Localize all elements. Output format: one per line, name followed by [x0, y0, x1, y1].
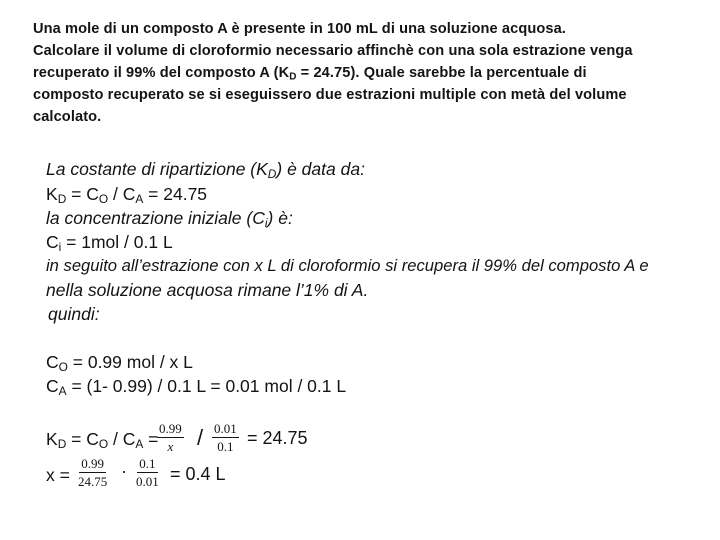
kd-intro: La costante di ripartizione $(K_D)$ è data da: — [46, 159, 365, 181]
division-operator: / — [197, 425, 204, 450]
problem-line: composto recuperato se si eseguissero due estrazioni multiple con metà del volume — [33, 87, 627, 103]
multiplication-operator: · — [121, 461, 127, 481]
kd-equation-lhs: $K_D = C_O / C_A$ = — [46, 429, 159, 451]
fraction-ca — [212, 421, 239, 454]
problem-line: Calcolare il volume di cloroformio necessario affinchè con una sola estrazione venga — [33, 43, 633, 59]
fraction-numerator: 0.01 — [214, 421, 237, 436]
x-equation-lhs: x = — [46, 465, 70, 485]
ci-definition: $C_i = 1mol / 0.1$ L — [46, 232, 173, 254]
problem-line: calcolato. — [33, 109, 102, 125]
quindi-label: quindi: — [48, 304, 100, 324]
fraction-co-over-kd — [76, 456, 109, 489]
ci-intro: la concentrazione iniziale $(C_i)$ è: — [46, 208, 293, 230]
fraction-denominator: 0.01 — [136, 474, 159, 489]
fraction-denominator: 24.75 — [78, 474, 108, 489]
x-result: = 0.4 L — [170, 464, 226, 484]
kd-result: = 24.75 — [247, 428, 308, 448]
problem-line: Una mole di un composto A è presente in 100 mL di una soluzione acquosa. — [33, 21, 566, 37]
fraction-volume-ratio — [134, 456, 161, 489]
co-equation: $C_O = 0.99$ mol / x L — [46, 352, 193, 374]
fraction-denominator: x — [167, 439, 174, 454]
fraction-numerator: 0.1 — [139, 456, 156, 471]
problem-statement — [33, 18, 713, 128]
extraction-line-1: in seguito all’estrazione con x L di cloroformio si recupera il 99% del composto A e — [46, 256, 649, 275]
fraction-co-over-x — [157, 421, 184, 454]
kd-definition: $K_D = C_O / C_A = 24.75$ — [46, 184, 208, 206]
ca-equation: $C_A = (1-$ 0.99) / 0.1 L = 0.01 mol / 0.1 L — [46, 376, 347, 398]
problem-line: recuperato il 99% del composto A $(K_D = 24.75)$. Quale sarebbe la percentuale di — [33, 65, 587, 83]
fraction-numerator: 0.99 — [81, 456, 104, 471]
extraction-line-2: nella soluzione acquosa rimane l’1% di A. — [46, 280, 369, 300]
fraction-numerator: 0.99 — [159, 421, 182, 436]
fraction-denominator: 0.1 — [217, 439, 234, 454]
